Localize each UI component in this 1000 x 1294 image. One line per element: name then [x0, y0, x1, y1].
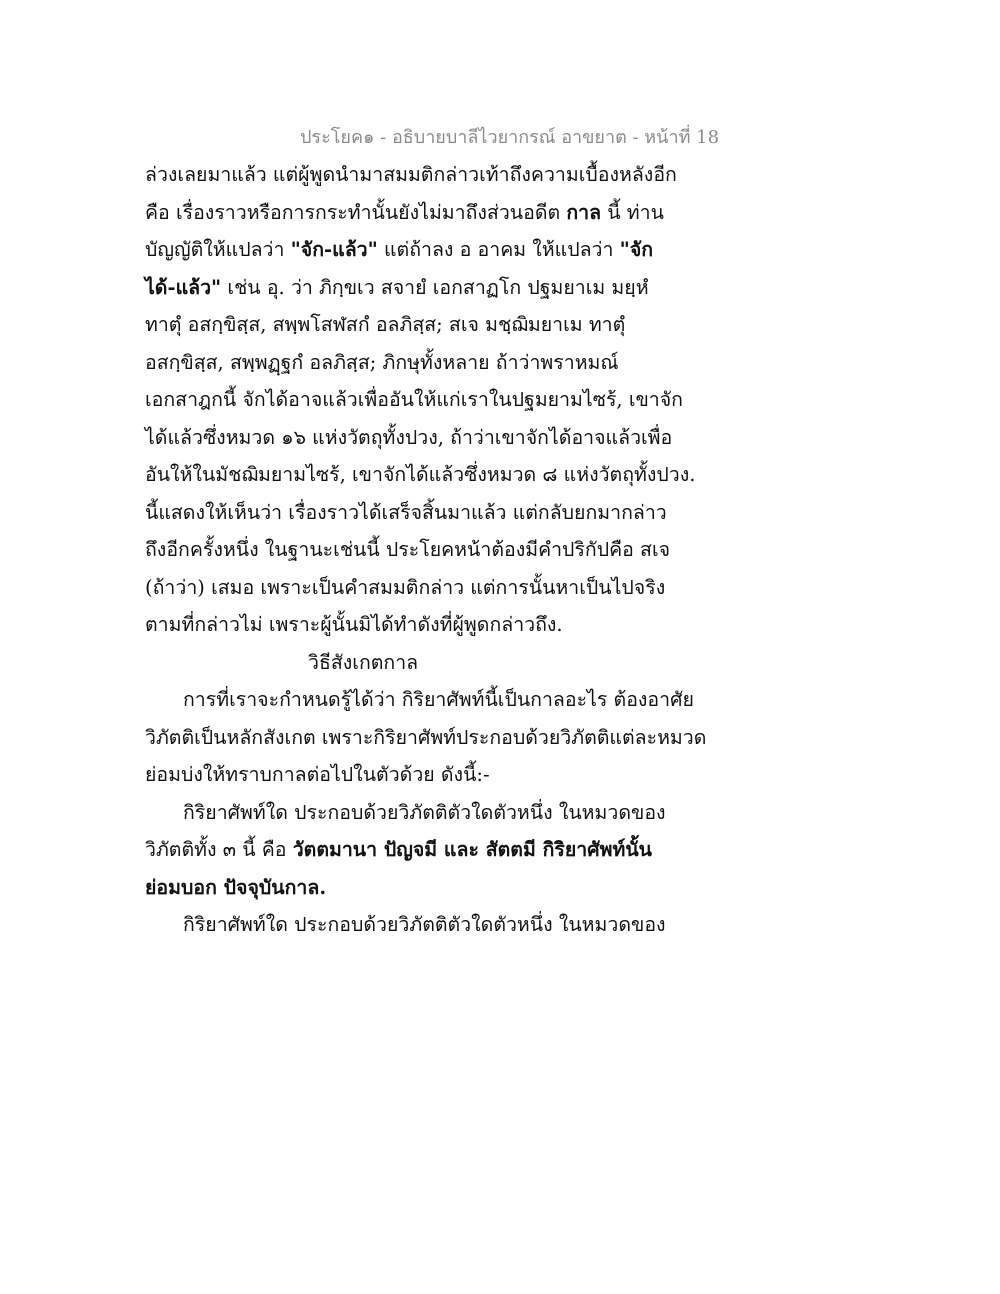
paragraph-observing-tense — [145, 681, 705, 794]
text-run: คือ เรื่องราวหรือการกระทำนั้นยังไม่มาถึงส่วนอดีต — [145, 200, 567, 224]
text-line — [145, 231, 705, 269]
text-line: อสกฺขิสฺส, สพฺพฏฺฐกํ อลภิสฺส; ภิกษุทั้งหลาย ถ้าว่าพราหมณ์ — [145, 350, 619, 374]
text-line — [145, 194, 705, 232]
paragraph-past-conditional — [145, 156, 705, 644]
text-line: อันให้ในมัชฌิมยามไซร้, เขาจักได้แล้วซึ่งหมวด ๘ แห่งวัตถุทั้งปวง. — [145, 463, 696, 486]
text-line — [145, 869, 705, 907]
text-line: ถึงอีกครั้งหนึ่ง ในฐานะเช่นนี้ ประโยคหน้าต้องมีคำปริกัปคือ สเจ — [145, 538, 671, 561]
bold-term: "จัก — [619, 238, 654, 261]
text-line: การที่เราจะกำหนดรู้ได้ว่า กิริยาศัพท์นี้เป็นกาลอะไร ต้องอาศัย — [183, 688, 694, 711]
text-line — [145, 269, 705, 307]
text-run: แต่ถ้าลง อ อาคม ให้แปลว่า — [377, 238, 620, 261]
paragraph-continued — [145, 906, 705, 944]
paragraph-present-tense — [145, 794, 705, 907]
text-run: วิภัตติทั้ง ๓ นี้ คือ — [145, 838, 293, 861]
section-heading: วิธีสังเกตกาล — [308, 650, 419, 674]
text-line: ล่วงเลยมาแล้ว แต่ผู้พูดนำมาสมมติกล่าวเท้าถึงความเบื้องหลังอีก — [145, 163, 677, 186]
text-line: นี้แสดงให้เห็นว่า เรื่องราวได้เสร็จสิ้นมาแล้ว แต่กลับยกมากล่าว — [145, 500, 667, 524]
running-header: ประโยค๑ - อธิบายบาลีไวยากรณ์ อาขยาต - หน้าที่ 18 — [300, 127, 720, 148]
bold-term: กาล — [566, 200, 602, 224]
text-line: ทาตุํ อสกฺขิสฺส, สพฺพโสฬสกํ อลภิสฺส; สเจ มชฺฌิมยาเม ทาตุํ — [145, 313, 626, 336]
text-run: นี้ ท่าน — [601, 200, 664, 224]
bold-term: ได้-แล้ว" — [145, 275, 222, 299]
text-line: ได้แล้วซึ่งหมวด ๑๖ แห่งวัตถุทั้งปวง, ถ้าว่าเขาจักได้อาจแล้วเพื่อ — [145, 425, 673, 449]
text-line: (ถ้าว่า) เสมอ เพราะเป็นคำสมมติกล่าว แต่การนั้นหาเป็นไปจริง — [145, 575, 666, 599]
text-line: เอกสาฎกนี้ จักได้อาจแล้วเพื่ออันให้แก่เราในปฐมยามไซร้, เขาจัก — [145, 388, 683, 411]
bold-term: วัตตมานา ปัญจมี และ สัตตมี กิริยาศัพท์นั้น — [292, 838, 652, 861]
text-line: ตามที่กล่าวไม่ เพราะผู้นั้นมิได้ทำดังที่ผู้พูดกล่าวถึง. — [145, 613, 563, 636]
bold-term: "จัก-แล้ว" — [290, 238, 378, 261]
text-line: ย่อมบ่งให้ทราบกาลต่อไปในตัวด้วย ดังนี้:- — [145, 763, 490, 786]
text-line: กิริยาศัพท์ใด ประกอบด้วยวิภัตติตัวใดตัวหนึ่ง ในหมวดของ — [183, 800, 666, 824]
text-line: วิภัตติเป็นหลักสังเกต เพราะกิริยาศัพท์ประกอบด้วยวิภัตติแต่ละหมวด — [145, 725, 707, 749]
text-run: บัญญัติให้แปลว่า — [145, 238, 291, 261]
bold-term: ย่อมบอก ปัจจุบันกาล. — [145, 875, 327, 899]
text-run: เช่น อุ. ว่า ภิกฺขเว สจายํ เอกสาฏโก ปฐมยาเม มยฺหํ — [221, 275, 649, 299]
text-line: กิริยาศัพท์ใด ประกอบด้วยวิภัตติตัวใดตัวหนึ่ง ในหมวดของ — [183, 913, 666, 936]
text-line — [145, 831, 705, 869]
body-text — [145, 156, 705, 944]
